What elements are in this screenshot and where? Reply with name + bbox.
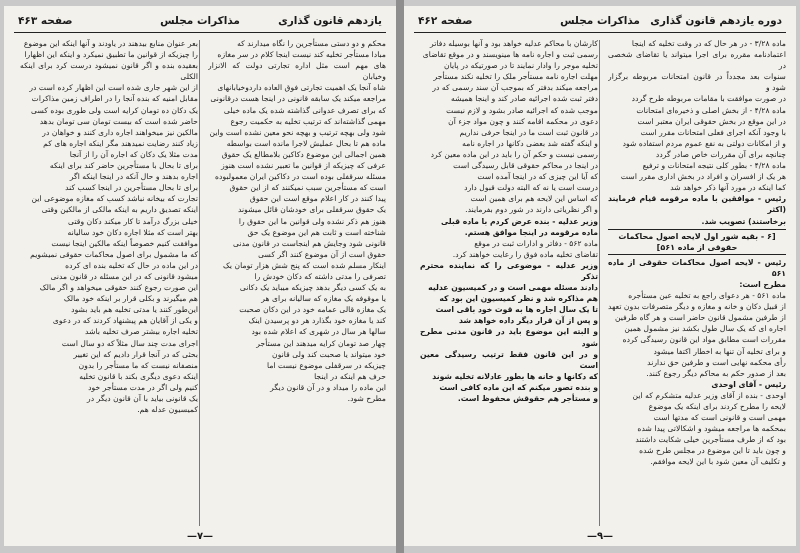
header-page-number: صفحه ۴۶۳ [18, 15, 73, 27]
header-publication-title: مذاکرات مجلس [560, 15, 640, 27]
page-header [414, 12, 786, 33]
text-column-right [608, 38, 786, 528]
page-header [14, 12, 386, 33]
page-folio: —۹— [586, 531, 614, 542]
section-title: [۶ - بقیه شور اول لایحه اصول محاکمات حقوقی از ماده ۵۶۱] [608, 229, 786, 255]
paragraph: ماده ۳/۲۸ - در هر حال که در وقت تخلیه که اینجا اعتمادنامه مقرره برای اجرا میتواند یا تقاضای شخصی در سنوات بعد مجدداً در قانون امتحانات مربوطه برگزار شود و در صورت موافقت با مقامات مربوطه طرح گردد ماده ۴/۲۸ - از بخش اصلی و ذخیره‌ای امتحانات در این موقع در بخش حقوقی ایران معتبر است با وجود آنکه اجرای فعلی امتحانات مقرر است و از امکانات دولتی به نفع عموم مردم استفاده شود چنانچه برای آن مقررات خاص صادر گردد ماده ۴/۲۸ - بطور کلی نتیجه امتحانات و ترفیع هر یک از افسران و افراد در بخش اداری مقرر است کما اینکه در مورد آنها ذکر خواهد شد [608, 39, 786, 193]
paragraph: ماده ۵۶۱ - هر دعوای راجع به تخلیه عین مستأجره از قبیل دکان و خانه و مغازه و دیگر متصرفات بدون تعهد از طرفین مشمول قانون حاضر است و هر گاه طرفین اجاره ای که یک سال طول بکشد نیز مشمول همین مقررات است مطابق مواد این قانون رسیدگی کرده و برای تخلیه آن تنها به اخطار اکتفا میشود رأی محکمه نهایی است و طرفین حق ندارند بعد از صدور حکم به محاکم دیگر رجوع کنند. [608, 291, 786, 378]
paragraph: ماده ۵۶۲ - دفاتر و ادارات ثبت در موقع تقاضای تخلیه ماده فوق را رعایت خواهند کرد. [452, 238, 598, 259]
column-divider [199, 40, 200, 526]
header-publication-title: مذاکرات مجلس [160, 15, 240, 27]
header-session-title: دوره یازدهم قانون گذاری [650, 15, 782, 27]
speaker-paragraph: رئیس - موافقین با ماده مرقومه قیام فرمایند (اکثر برخاستند) تصویب شد. [608, 194, 786, 226]
paragraph: کارشان با محاکم عدلیه خواهد بود و آنها بوسیله دفاتر رسمی ثبت و اجاره نامه ها مینویسند و در موقع تقاضای تخلیه موجر را وادار نمایند تا در صورتیکه در پایان مهلت اجاره نامه مستأجر ملک را تخلیه نکند مستأجر مراجعه میکند بدفتر که بموجب آن سند رسمی که در دفتر ثبت شده اجرائیه صادر کند و اینجا همیشه موجب شده که اجرائیه صادر بشود و لازم نیست دعوی در محکمه اقامه کنند و چون مواد جزء آن در قانون ثبت است ما در اینجا حرفی نداریم و اینکه گفته شد بعضی دکانها در اجاره نامه رسمی نیست و حکم آن را باید در این ماده معین کرد در اینجا در محاکم حقوقی قابل رسیدگی است که آیا این چیزی که در اینجا آمده است درست است یا نه که البته دولت قبول دارد که اساس این لایحه هم برای همین است و اگر نظریاتی دارند در شور دوم بفرمایند. [422, 39, 598, 215]
speaker-paragraph: وزیر عدلیه - بنده عرض کردم با ماده قبلی ماده مرقومه در اینجا موافق هستم. [440, 216, 598, 237]
speaker-paragraph: وزیر عدلیه - موضوعی را که نماینده محترم تذکر دادند مسئله مهمی است و در کمیسیون عدلیه هم مذاکره شد و نظر کمیسیون این بود که تا یک سال اجاره ها به قوت خود باقی است و پس از آن قرار دیگر داده خواهد شد و البته این موضوع باید در قانون مدنی مطرح شود و در این قانون فقط ترتیب رسیدگی معین است که دکانها و خانه ها بطور عادلانه تخلیه شوند و بنده تصور میکنم که این ماده کافی است و مستأجر هم حقوقش محفوظ است. [420, 260, 598, 403]
text-column-left [420, 38, 598, 528]
paragraph: اوحدی - بنده از آقای وزیر عدلیه متشکرم که این لایحه را مطرح کردند برای اینکه یک موضوع مهمی است و قانونی است که مدتها است بمحکمه ها مراجعه میشود و اشکالاتی پیدا شده بود که از طرف مستأجرین خیلی شکایت داشتند و چون باید تا این موضوع در مجلس طرح شده و تکلیف آن معین شود با این لایحه موافقم. [632, 390, 786, 467]
page-folio: —۷— [186, 531, 214, 542]
text-column-right: محکم و دو دستی مستأجرین را نگاه میدارند که مبادا مستأجر تخلیه کند نیست اینجا کلام در سر مغازه های مهم است مثل اداره تجارتی دولت که الانزار وخیابان شاه آنجا یک اهمیت تجارتی فوق العاده داردوخیابانهای مراجعه میکند یک سابقه قانونی در اینجا هست درقانونی که برای تصرف عدوانی گذاشته شده یک ماده خیلی مهمی گذاشته‌اند که ترتیب تخلیه به حکمیت رجوع شود ولی بهچه ترتیب و بهچه نحو معین نشده است واین ماده هم تا بحال عملیش لاجرا مانده است بواسطه همین اجمالی این موضوع دکاکین بلامطالع یک حقوق عرفی که چیزیکه از قوانین ما تعبیر نشده است هنوز مسئله سرقفلی بوده است در دکاکین ایران معمولبوده است که مستأجرین سبب نمیکنند که از این حقوق پیدا کنند در کار اعلام موقع است این حقوق یک حقوق سرقفلی برای خودشان قائل میشوند هنوز هم ذکر نشده ولی قوانین ما این حقوق را شناخته است و ثابت هم این موضوع یک حق قانونی شود وجایش هم اینجاست در قانون مدنی حقوق است از آن موضوع کنند اگر کسی اینکار مسلم شده است که پنج شش هزار تومان یک تصرفی را مدتی داشته که دکان خودش را به یک کسی دیگر بدهد چیزیکه میباید یک دکانی یا موقوفه یک مغازه که سالیانه برای هر یک مغازه قالی عمامه خود در این دکان صحبت کند یا مغازه خود بگذارد هر دو پرسیدن اینک سالها هر سال در شهری که اعلام شده بود چهار صد تومان کرایه میدهند این مستأجر خود میتواند یا صحبت کند ولی قانون چیزیکه در سرقفلی موضوع نیست اما حرف هم اینکه در اینجا این ماده را میداد و در آن قانون دیگر مطرح شود. [208, 39, 386, 403]
right-page [404, 6, 796, 546]
column-divider [599, 40, 600, 526]
speaker-paragraph: رئیس - آقای اوحدی [711, 379, 786, 389]
header-page-number: صفحه ۴۶۲ [418, 15, 473, 27]
left-page [4, 6, 396, 546]
speaker-paragraph: رئیس - لایحه اصول محاکمات حقوقی از ماده ۵۶۱ مطرح است: [608, 257, 786, 289]
header-session-title: یازدهم قانون گذاری [278, 15, 382, 27]
book-gutter [396, 0, 404, 553]
text-column-left: بعر عنوان منابع بیدهند در یاودند و آنها اینکه این موضوع را چیزیکه از قوانین ما تطبیق نمیکرد و اینکه این اظهارا بعقیده بنده و اگر قانون نمیشود درست کرد برای اینکه الکلی از این شهر جاری شده است این اظهار کرده است در مقابل امنیه که بنده آنجا را در اطراف زمین مذاکرات یک دکان ده تومان کرایه است ولی طوری بوده کسی حاضر شده است که بیست تومان سی تومان بدهد مالکین نیز میخواهند اجاره داری کنند و خواهان در زیاد کنند رضایت نمیدهند مگر اینکه اجاره های کم مدت مثلا یک دکان که اجاره آن را از آنجا برای تا بحال با مستأجرین حاضر کند برای اینکه اجاره بدهند و حال آنکه در اینجا اینکه اگر برای تا بحال مستأجرین در اینجا کسب کند تجارت که بیخانه نباشد کسب که مغازه موضوعی این اینکه تصدیق داریم به اینکه مالکی از مالکین وقتی خیلی بزرگ درآمد تا کار میکند دکان وقتی بهتر است که مثلا اجاره دکان خود سالیانه موافقت کنیم خصوصاً اینکه مالکین اینجا نیست که ما مشمول برای اصول محاکمات حقوقی نمیشویم در این ماده در حال که تخلیه بنده ای کرده میشود قانونی که در این مسئله در قانون مدنی این صورت رجوع کنند حقوقی میخواهد و اگر مالک هم میگیرند و بکلی قرار بر اینکه خود مالک این‌طور کنند یا مدتی تخلیه هم باید بشود و یکی از آقایان هم پیشنهاد کردند که در دعوی تخلیه اجاره بیشتر صرف تخلیه باشد اجرای مدت چند سال مثلاً که دو سال است بحثی که در آنجا قرار دادیم که این تغییر منصفانه نیست که ما مستأجر را بدون اینکه دعوی دیگری بکند با قانون تخلیه کنیم ولی اگر در مدت مستأجر خود یک قانونی بیاید با آن قانون دیگر در کمیسیون عدله هم. [20, 39, 198, 415]
